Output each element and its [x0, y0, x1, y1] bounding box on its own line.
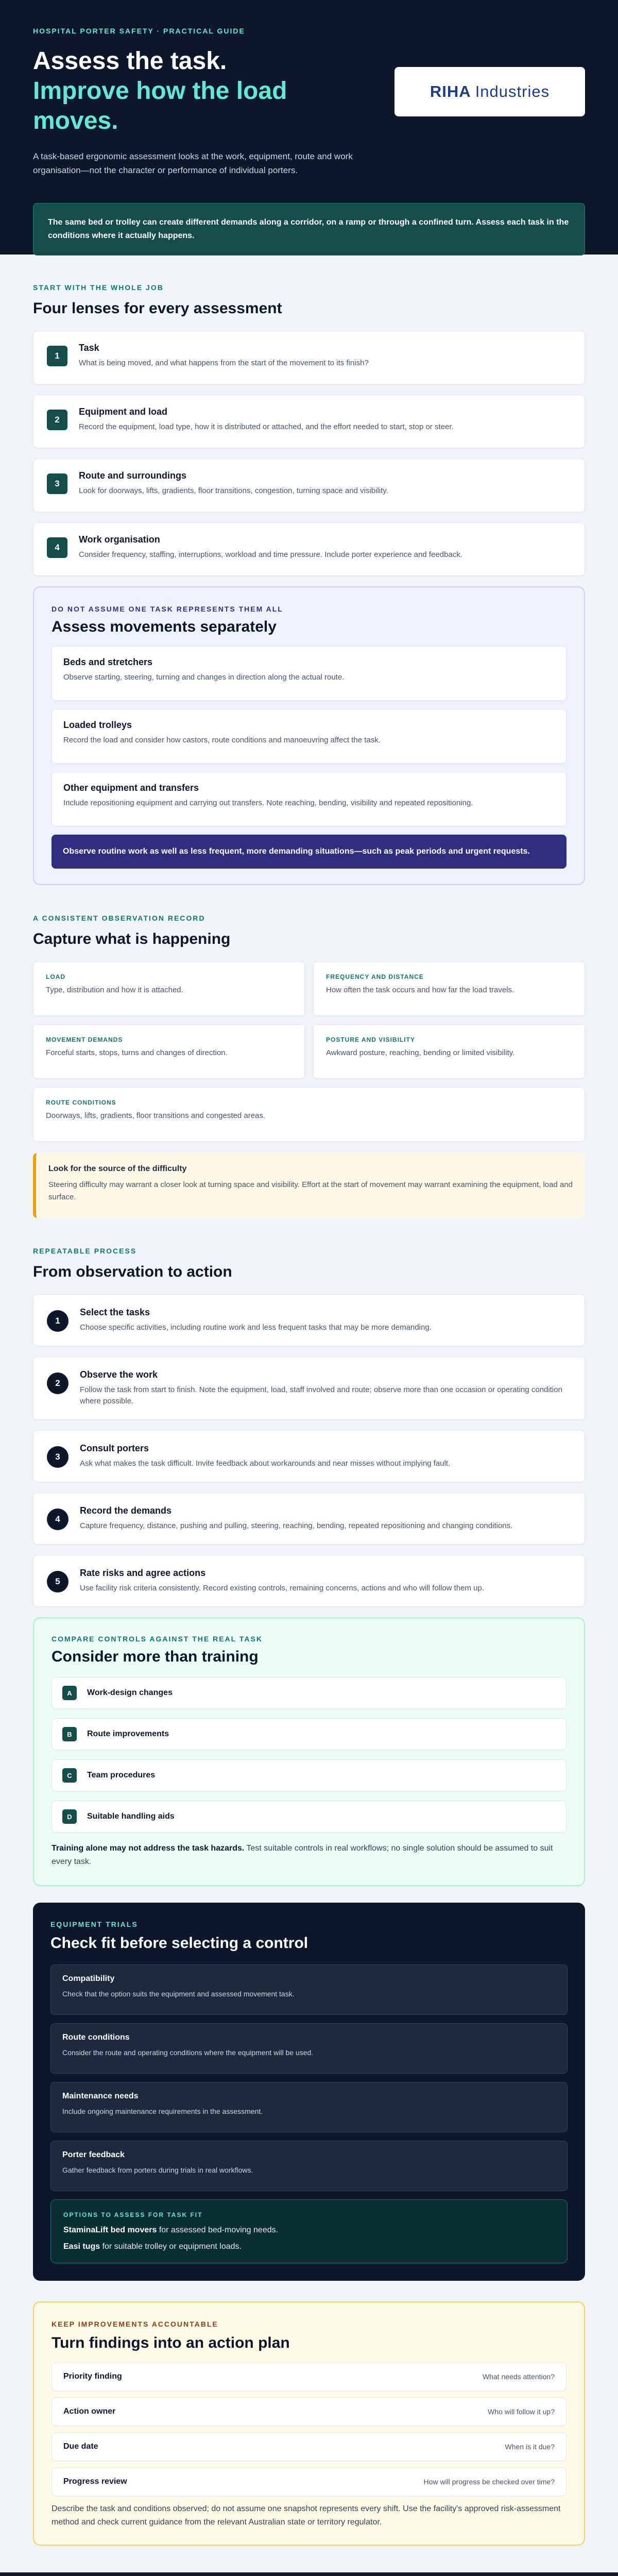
lenses-title: Four lenses for every assessment — [33, 300, 282, 317]
plan-value: Who will follow it up? — [488, 2408, 555, 2416]
process-step — [33, 1430, 585, 1482]
observation-label: FREQUENCY AND DISTANCE — [326, 973, 424, 980]
controls-note-bold: Training alone may not address the task hazards. — [52, 1844, 245, 1853]
plan-eyebrow: KEEP IMPROVEMENTS ACCOUNTABLE — [52, 2320, 218, 2328]
lens-card — [33, 459, 585, 512]
lens-title: Task — [79, 343, 99, 353]
fit-text: Check that the option suits the equipment and assessed movement task. — [62, 1990, 295, 1998]
lens-text: Consider frequency, staffing, interruptions, workload and time pressure. Include porter experience and feedback. — [79, 550, 462, 559]
step-number: 4 — [47, 1509, 68, 1530]
lens-title: Work organisation — [79, 534, 160, 545]
observation-card — [313, 961, 585, 1016]
lenses-section — [0, 255, 618, 885]
logo-bold: RIHA — [430, 82, 471, 100]
option-line — [63, 2226, 555, 2235]
fit-title: Porter feedback — [62, 2150, 125, 2159]
process-section — [0, 1218, 618, 2546]
fit-text: Gather feedback from porters during trials in real workflows. — [62, 2166, 253, 2174]
observation-text: Awkward posture, reaching, bending or limited visibility. — [326, 1048, 515, 1057]
option-detail: for suitable trolley or equipment loads. — [100, 2242, 242, 2251]
movement-title: Beds and stretchers — [63, 657, 153, 667]
plan-key: Progress review — [63, 2477, 127, 2486]
difficulty-callout — [33, 1153, 585, 1218]
control-letter: C — [62, 1768, 77, 1783]
lens-text: Look for doorways, lifts, gradients, floor transitions, congestion, turning space and visibility. — [79, 486, 388, 495]
difficulty-text: Steering difficulty may warrant a closer look at turning space and visibility. Effort at the start of movement may warrant examining the equipment, load and surface. — [48, 1180, 573, 1201]
movement-card — [52, 646, 566, 701]
controls-eyebrow: COMPARE CONTROLS AGAINST THE REAL TASK — [52, 1635, 263, 1643]
plan-value: How will progress be checked over time? — [423, 2478, 555, 2486]
control-letter: B — [62, 1727, 77, 1741]
observation-label: ROUTE CONDITIONS — [46, 1099, 116, 1106]
observation-label: LOAD — [46, 973, 65, 980]
observation-card — [313, 1024, 585, 1079]
plan-note: Describe the task and conditions observed; do not assume one snapshot represents every shift. Use the facility's approved risk-assessment method and check current guidance from the relevant Australian state or territory regulator. — [52, 2504, 561, 2527]
process-step — [33, 1555, 585, 1607]
options-box — [50, 2199, 568, 2263]
process-eyebrow: REPEATABLE PROCESS — [33, 1247, 137, 1255]
observation-card — [33, 961, 305, 1016]
option-name: StaminaLift bed movers — [63, 2226, 157, 2234]
plan-key: Priority finding — [63, 2372, 122, 2381]
step-number: 5 — [47, 1571, 68, 1592]
action-plan-panel — [33, 2301, 585, 2546]
step-number: 1 — [47, 1310, 68, 1332]
observation-card — [33, 1024, 305, 1079]
control-option — [52, 1801, 566, 1833]
trials-eyebrow: EQUIPMENT TRIALS — [50, 1920, 138, 1928]
fit-text: Include ongoing maintenance requirements in the assessment. — [62, 2107, 263, 2115]
company-logo — [394, 67, 585, 116]
option-name: Easi tugs — [63, 2242, 100, 2251]
controls-panel — [33, 1617, 585, 1886]
control-option — [52, 1677, 566, 1709]
lens-text: Record the equipment, load type, how it is distributed or attached, and the effort needed to start, stop or steer. — [79, 422, 454, 431]
observation-card — [33, 1087, 585, 1142]
controls-title: Consider more than training — [52, 1648, 259, 1665]
fit-title: Compatibility — [62, 1974, 115, 1983]
plan-row — [52, 2362, 566, 2391]
plan-row — [52, 2397, 566, 2426]
fit-check — [50, 2023, 568, 2074]
controls-note-rest: Test suitable controls in real workflows; no single solution should be assumed to suit every task. — [52, 1844, 553, 1866]
trials-title: Check fit before selecting a control — [50, 1935, 308, 1952]
record-eyebrow: A CONSISTENT OBSERVATION RECORD — [33, 914, 205, 922]
process-title: From observation to action — [33, 1263, 232, 1280]
step-title: Record the demands — [80, 1505, 172, 1516]
plan-value: What needs attention? — [482, 2372, 555, 2381]
observation-text: How often the task occurs and how far the load travels. — [326, 986, 514, 994]
observation-label: MOVEMENT DEMANDS — [46, 1036, 123, 1043]
lens-number: 1 — [47, 346, 67, 366]
movement-title: Loaded trolleys — [63, 720, 132, 730]
step-text: Ask what makes the task difficult. Invite feedback about workarounds and near misses without implying fault. — [80, 1459, 451, 1468]
control-label: Team procedures — [87, 1771, 156, 1780]
lens-title: Equipment and load — [79, 406, 168, 417]
control-letter: A — [62, 1686, 77, 1700]
hero-lede: A task-based ergonomic assessment looks at the work, equipment, route and work organisation—not the character or performance of individual porters. — [33, 151, 353, 175]
movements-eyebrow: DO NOT ASSUME ONE TASK REPRESENTS THEM ALL — [52, 605, 283, 613]
plan-key: Action owner — [63, 2407, 116, 2416]
fit-check — [50, 2082, 568, 2132]
step-title: Observe the work — [80, 1369, 158, 1380]
step-title: Rate risks and agree actions — [80, 1568, 206, 1578]
movement-text: Observe starting, steering, turning and changes in direction along the actual route. — [63, 673, 345, 682]
step-title: Consult porters — [80, 1443, 149, 1453]
movement-card — [52, 709, 566, 764]
step-number: 2 — [47, 1372, 68, 1394]
control-label: Work-design changes — [87, 1688, 173, 1697]
step-text: Use facility risk criteria consistently. Record existing controls, remaining concerns, actions and who will follow them up. — [80, 1584, 485, 1592]
hero-title-line1: Assess the task. — [33, 47, 227, 75]
fit-check — [50, 2141, 568, 2191]
plan-title: Turn findings into an action plan — [52, 2334, 290, 2351]
lens-title: Route and surroundings — [79, 470, 186, 481]
fit-title: Route conditions — [62, 2033, 130, 2042]
lens-number: 3 — [47, 473, 67, 494]
fit-title: Maintenance needs — [62, 2092, 139, 2100]
lens-text: What is being moved, and what happens from the start of the movement to its finish? — [79, 359, 369, 367]
hero-title — [33, 46, 363, 136]
logo-rest: Industries — [475, 82, 550, 100]
lenses-eyebrow: START WITH THE WHOLE JOB — [33, 283, 164, 292]
process-step — [33, 1357, 585, 1420]
step-text: Capture frequency, distance, pushing and pulling, steering, reaching, bending, repeated repositioning and changing conditions. — [80, 1521, 513, 1530]
observation-text: Doorways, lifts, gradients, floor transitions and congested areas. — [46, 1111, 266, 1120]
step-text: Follow the task from start to finish. Note the equipment, load, staff involved and route; observe more than one occasion or operating condition where possible. — [80, 1385, 562, 1405]
process-step — [33, 1294, 585, 1346]
observation-text: Forceful starts, stops, turns and changes of direction. — [46, 1048, 228, 1057]
option-line — [63, 2242, 555, 2251]
lens-card — [33, 395, 585, 448]
movements-title: Assess movements separately — [52, 618, 277, 635]
lens-card — [33, 331, 585, 384]
movement-text: Include repositioning equipment and carrying out transfers. Note reaching, bending, visibility and repeated repositioning. — [63, 799, 473, 807]
difficulty-title: Look for the source of the difficulty — [48, 1164, 187, 1173]
control-option — [52, 1718, 566, 1750]
step-number: 3 — [47, 1446, 68, 1468]
trials-panel — [33, 1903, 585, 2281]
movements-banner: Observe routine work as well as less frequent, more demanding situations—such as peak periods and urgent requests. — [52, 835, 566, 869]
movement-text: Record the load and consider how castors, route conditions and manoeuvring affect the task. — [63, 736, 381, 744]
movement-card — [52, 772, 566, 826]
record-title: Capture what is happening — [33, 930, 231, 947]
step-text: Choose specific activities, including routine work and less frequent tasks that may be more demanding. — [80, 1323, 432, 1332]
hero-title-line2: Improve how the load moves. — [33, 77, 287, 134]
fit-text: Consider the route and operating conditions where the equipment will be used. — [62, 2048, 314, 2057]
control-option — [52, 1759, 566, 1791]
hero-callout: The same bed or trolley can create different demands along a corridor, on a ramp or through a confined turn. Assess each task in the conditions where it actually happens. — [33, 203, 585, 256]
record-section — [0, 885, 618, 1218]
plan-row — [52, 2432, 566, 2461]
footer — [0, 2572, 618, 2576]
movement-title: Other equipment and transfers — [63, 783, 199, 793]
control-label: Suitable handling aids — [87, 1812, 175, 1821]
option-detail: for assessed bed-moving needs. — [157, 2226, 279, 2234]
options-eyebrow: OPTIONS TO ASSESS FOR TASK FIT — [63, 2211, 203, 2218]
plan-row — [52, 2467, 566, 2496]
step-title: Select the tasks — [80, 1307, 150, 1317]
lens-number: 4 — [47, 537, 67, 558]
hero — [0, 0, 618, 255]
controls-note — [52, 1842, 566, 1869]
lens-card — [33, 522, 585, 576]
control-label: Route improvements — [87, 1730, 169, 1738]
movements-panel — [33, 586, 585, 885]
plan-value: When is it due? — [505, 2443, 555, 2451]
lens-number: 2 — [47, 410, 67, 430]
observation-label: POSTURE AND VISIBILITY — [326, 1036, 415, 1043]
plan-key: Due date — [63, 2442, 98, 2451]
observation-text: Type, distribution and how it is attached. — [46, 986, 183, 994]
fit-check — [50, 1964, 568, 2015]
control-letter: D — [62, 1809, 77, 1824]
process-step — [33, 1493, 585, 1545]
hero-eyebrow: HOSPITAL PORTER SAFETY · PRACTICAL GUIDE — [33, 27, 245, 35]
